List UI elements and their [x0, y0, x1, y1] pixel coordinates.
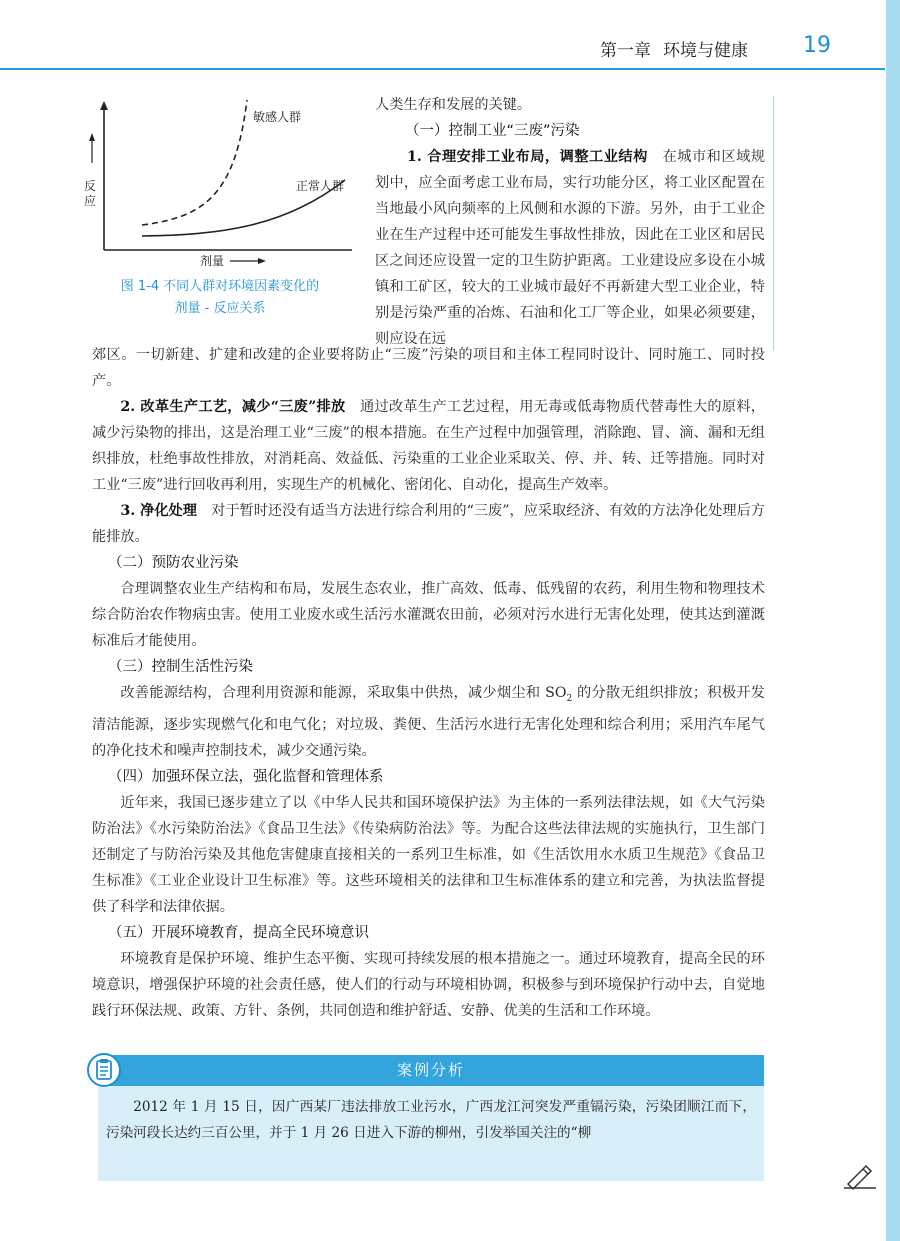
para-2-title: 2. 改革生产工艺，减少“三废”排放 — [120, 399, 346, 415]
section-3-heading: （三）控制生活性污染 — [108, 659, 253, 675]
para-3-title: 3. 净化处理 — [120, 503, 197, 519]
top-right-column — [375, 92, 765, 352]
case-analysis-text: 2012 年 1 月 15 日，因广西某厂违法排放工业污水，广西龙江河突发严重镉污染，污染团顺江而下，污染河段长达约三百公里，并于 1 月 26 日进入下游的柳州，引发举国关注的“柳 — [106, 1099, 756, 1141]
figure-number: 图 1-4 — [120, 279, 160, 294]
column-divider — [773, 96, 774, 351]
section-2-text: 合理调整农业生产结构和布局，发展生态农业，推广高效、低毒、低残留的农药，利用生物和物理技术综合防治农作物病虫害。使用工业废水或生活污水灌溉农田前，必须对污水进行无害化处理，使其达到灌溉标准后才能使用。 — [92, 581, 765, 649]
section-5-text: 环境教育是保护环境、维护生态平衡、实现可持续发展的根本措施之一。通过环境教育，提高全民的环境意识，增强保护环境的社会责任感，使人们的行动与环境相协调，积极参与到环境保护行动中去，自觉地践行环保法规、政策、方针、条例，共同创造和维护舒适、安静、优美的生活和工作环境。 — [92, 950, 765, 1019]
section-2-heading: （二）预防农业污染 — [108, 555, 239, 571]
section-4-text: 近年来，我国已逐步建立了以《中华人民共和国环境保护法》为主体的一系列法律法规，如《大气污染防治法》《水污染防治法》《食品卫生法》《传染病防治法》等。为配合这些法律法规的实施执行，卫生部门还制定了与防治污染及其他危害健康直接相关的一系列卫生标准，如《生活饮用水水质卫生规范》《食品卫生标准》《工业企业设计卫生标准》等。这些环境相关的法律和卫生标准体系的建立和完善，为执法监督提供了科学和法律依据。 — [92, 794, 765, 915]
chapter-title: 环境与健康 — [663, 41, 748, 61]
caption-line1: 不同人群对环境因素变化的 — [163, 279, 320, 294]
para-1-title: 1. 合理安排工业布局，调整工业结构 — [407, 149, 648, 165]
section-3-text: 改善能源结构，合理利用资源和能源，采取集中供热，减少烟尘和 $SO_2$ 的分散无组织排放；积极开发清洁能源，逐步实现燃气化和电气化；对垃圾、粪便、生活污水进行无害化处理和综合利用；采用汽车尾气的净化技术和噪声控制技术，减少交通污染。 — [92, 685, 765, 759]
para-2-text: 通过改革生产工艺过程，用无毒或低毒物质代替毒性大的原料，减少污染物的排出，这是治理工业“三废”的根本措施。在生产过程中加强管理，消除跑、冒、滴、漏和无组织排放，杜绝事故性排放，对消耗高、效益低、污染重的工业企业采取关、停、并、转、迁等措施。同时对工业“三废”进行回收再利用，实现生产的机械化、密闭化、自动化，提高生产效率。 — [92, 399, 765, 493]
para-2 — [92, 394, 765, 498]
para-1-text-tail: 郊区。一切新建、扩建和改建的企业要将防止“三废”污染的项目和主体工程同时设计、同时施工、同时投产。 — [92, 347, 765, 389]
y-axis-arrow — [100, 101, 108, 110]
para-3 — [92, 498, 765, 550]
normal-group-label: 正常人群 — [296, 179, 345, 193]
pen-icon — [842, 1160, 878, 1190]
page-edge-strip — [886, 0, 900, 1241]
page-number: 19 — [803, 33, 831, 58]
sensitive-group-label: 敏感人群 — [253, 110, 302, 124]
intro-tail: 人类生存和发展的关键。 — [375, 97, 532, 113]
main-body — [92, 342, 765, 1024]
para-1-text-head: 在城市和区域规划中，应全面考虑工业布局，实行功能分区，将工业区配置在当地最小风向频率的上风侧和水源的下游。另外，由于工业企业在生产过程中还可能发生事故性排放，因此在工业区和居民区之间还应设置一定的卫生防护距离。工业建设应多设在小城镇和工矿区，较大的工业城市最好不再新建大型工业企业，特别是污染严重的冶炼、石油和化工厂等企业，如果必须要建，则应设在远 — [375, 149, 765, 347]
y-axis-label-1: 反 — [84, 179, 97, 193]
case-analysis-title: 案例分析 — [396, 1061, 465, 1079]
clipboard-icon — [86, 1052, 122, 1088]
caption-line2: 剂量 - 反应关系 — [174, 301, 266, 316]
y-axis-label-2: 应 — [84, 194, 97, 208]
figure-caption — [100, 276, 340, 320]
running-header — [600, 36, 760, 61]
para-1-wrapped — [375, 144, 765, 352]
header-rule — [0, 68, 885, 70]
section-1-heading: （一）控制工业“三废”污染 — [405, 123, 580, 139]
sensitive-group-curve — [142, 100, 247, 225]
section-4-heading: （四）加强环保立法，强化监督和管理体系 — [108, 768, 384, 785]
x-axis-label: 剂量 — [200, 254, 225, 268]
chapter-number: 第一章 — [600, 41, 651, 61]
para-3-text: 对于暂时还没有适当方法进行综合利用的“三废”，应采取经济、有效的方法净化处理后方能排放。 — [92, 503, 765, 545]
section-5-heading: （五）开展环境教育，提高全民环境意识 — [108, 924, 369, 941]
